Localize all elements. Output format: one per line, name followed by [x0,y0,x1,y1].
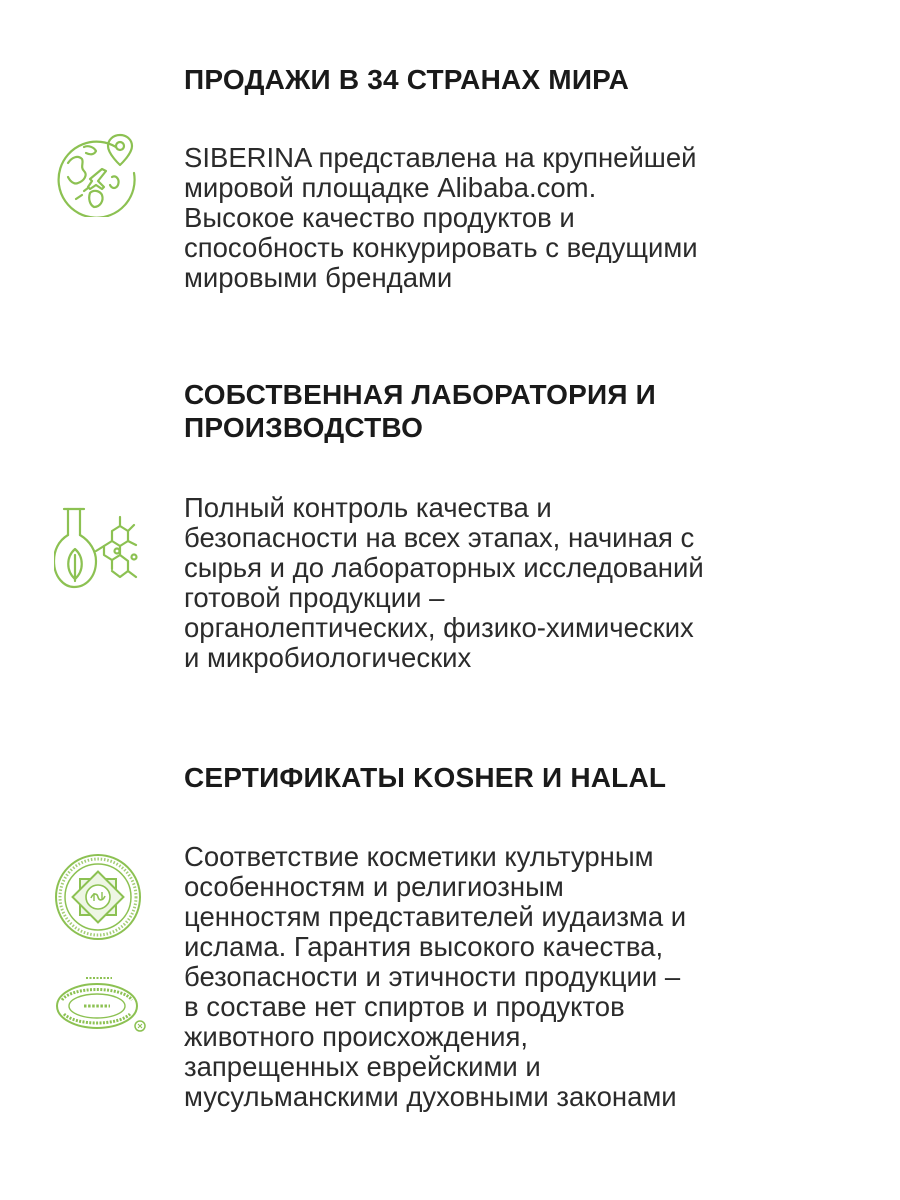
globe-pin-plane-icon [54,133,144,217]
body-line: мусульманскими духовными законами [184,1081,677,1112]
body-line: безопасности и этичности продукции – [184,961,681,992]
section-body-sales [184,143,884,293]
body-line: запрещенных еврейскими и [184,1051,541,1082]
body-line: ислама. Гарантия высокого качества, [184,931,664,962]
body-line: способность конкурировать с ведущими [184,232,698,263]
section-title-line: СЕРТИФИКАТЫ KOSHER И HALAL [184,762,667,793]
section-title-certificates [184,761,864,794]
body-line: животного происхождения, [184,1021,529,1052]
body-line: сырья и до лабораторных исследований [184,552,704,583]
lab-flask-leaf-icon [54,505,144,591]
section-title-line: ПРОДАЖИ В 34 СТРАНАХ МИРА [184,64,629,95]
body-line: готовой продукции – [184,582,445,613]
section-body-certificates [184,842,884,1112]
section-title-sales [184,63,864,96]
section-title-line: ПРОИЗВОДСТВО [184,412,424,443]
body-line: Соответствие косметики культурным [184,841,654,872]
body-line: Полный контроль качества и [184,492,552,523]
body-line: особенностям и религиозным [184,871,564,902]
body-line: ценностям представителей иудаизма и [184,901,687,932]
halal-seal-icon [54,853,142,941]
body-line: Высокое качество продуктов и [184,202,575,233]
body-line: и микробиологических [184,642,472,673]
body-line: мировой площадке Alibaba.com. [184,172,597,203]
section-title-lab [184,378,864,444]
body-line: безопасности на всех этапах, начиная с [184,522,695,553]
section-body-lab [184,493,884,673]
body-line: SIBERINA представлена на крупнейшей [184,142,697,173]
body-line: мировыми брендами [184,262,453,293]
section-title-line: СОБСТВЕННАЯ ЛАБОРАТОРИЯ И [184,379,656,410]
body-line: органолептических, физико-химических [184,612,694,643]
kosher-seal-icon [52,974,146,1036]
body-line: в составе нет спиртов и продуктов [184,991,625,1022]
